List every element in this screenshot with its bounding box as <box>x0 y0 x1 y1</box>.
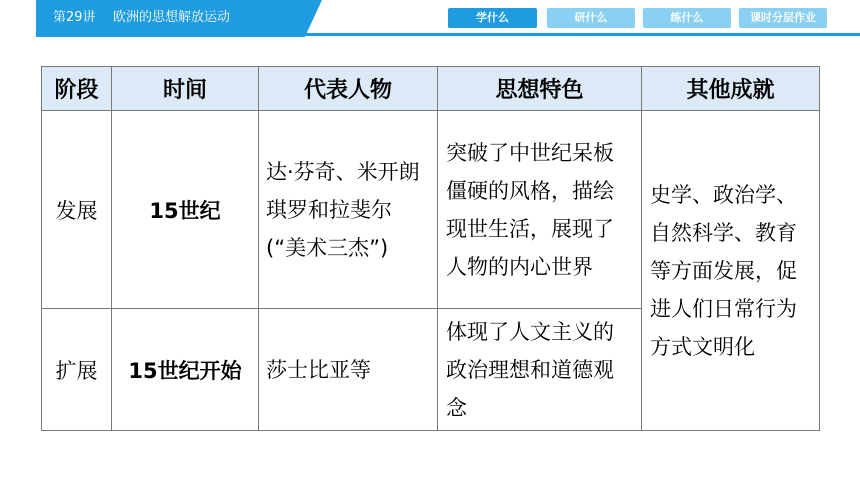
cell-figures-text: 莎士比亚等 <box>266 357 371 382</box>
lesson-number: 第29讲 <box>53 10 96 25</box>
renaissance-table <box>41 66 820 431</box>
cell-features <box>438 111 642 309</box>
cell-features-text: 体现了人文主义的政治理想和道德观念 <box>446 319 614 420</box>
header-stage: 阶段 <box>42 67 112 111</box>
header-divider <box>300 33 860 36</box>
cell-time: 15世纪开始 <box>112 309 259 431</box>
top-bar <box>0 0 860 37</box>
header-other: 其他成就 <box>642 67 820 111</box>
cell-figures-text: 达·芬奇、米开朗琪罗和拉斐尔(“美术三杰”) <box>266 159 420 260</box>
cell-stage: 发展 <box>42 111 112 309</box>
header-time: 时间 <box>112 67 259 111</box>
table-header-row <box>42 67 820 111</box>
cell-stage: 扩展 <box>42 309 112 431</box>
lesson-title: 欧洲的思想解放运动 <box>113 10 231 25</box>
tab-practice[interactable]: 练什么 <box>643 8 731 28</box>
tab-learn[interactable]: 学什么 <box>448 8 537 28</box>
cell-features-text: 突破了中世纪呆板僵硬的风格，描绘现世生活，展现了人物的内心世界 <box>446 140 614 279</box>
header-features: 思想特色 <box>438 67 642 111</box>
tab-homework[interactable]: 课时分层作业 <box>739 8 827 28</box>
cell-figures <box>259 309 438 431</box>
table-row <box>42 111 820 309</box>
cell-features <box>438 309 642 431</box>
cell-figures <box>259 111 438 309</box>
tab-study[interactable]: 研什么 <box>547 8 635 28</box>
header-figures: 代表人物 <box>259 67 438 111</box>
cell-other-text: 史学、政治学、自然科学、教育等方面发展，促进人们日常行为方式文明化 <box>650 182 797 359</box>
cell-time: 15世纪 <box>112 111 259 309</box>
cell-other <box>642 111 820 431</box>
